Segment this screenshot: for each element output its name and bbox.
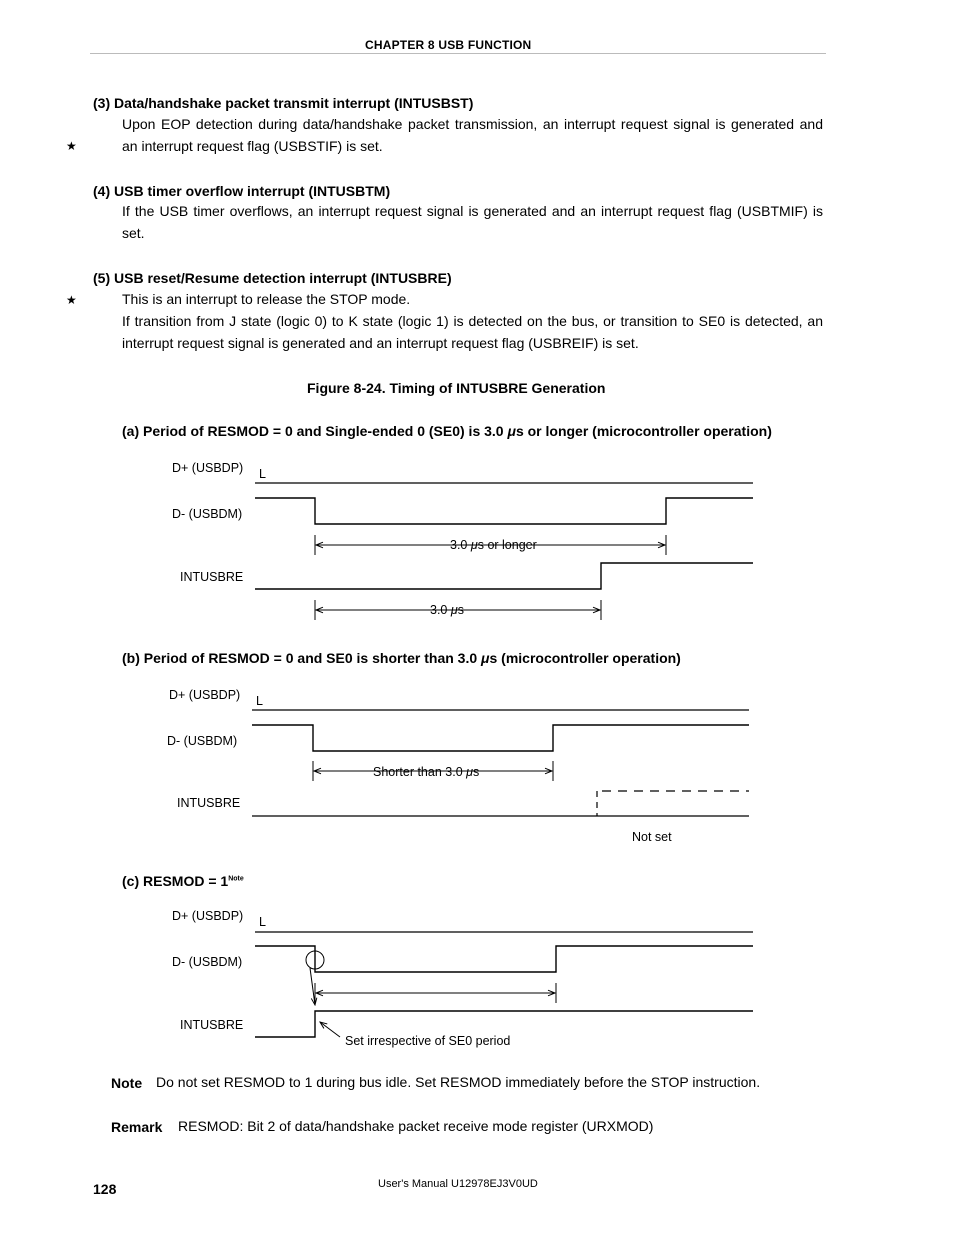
revision-star-icon: ★ (66, 139, 77, 153)
diagram-a-intusbre-label: INTUSBRE (180, 570, 244, 584)
diagram-a-dminus-label: D- (USBDM) (172, 507, 243, 521)
diagram-c-intusbre-wave (255, 1011, 753, 1037)
section-3-line-1: Upon EOP detection during data/handshake packet transmission, an interrupt request signal is generated and (122, 116, 823, 132)
section-4-heading: (4) USB timer overflow interrupt (INTUSBTM) (93, 183, 391, 199)
diagram-b-dminus-wave (252, 725, 749, 751)
diagram-c-dminus-label: D- (USBDM) (172, 955, 243, 969)
diagram-c-level-l: L (259, 915, 266, 929)
diagram-c-annotation: Set irrespective of SE0 period (345, 1034, 511, 1048)
diagram-b-intusbre-label: INTUSBRE (177, 796, 241, 810)
figure-title: Figure 8-24. Timing of INTUSBRE Generation (307, 380, 606, 396)
note-text: Do not set RESMOD to 1 during bus idle. Set RESMOD immediately before the STOP instruction. (156, 1074, 761, 1090)
remark-text: RESMOD: Bit 2 of data/handshake packet receive mode register (URXMOD) (178, 1118, 654, 1134)
section-4-line-1: If the USB timer overflows, an interrupt request signal is generated and an interrupt request flag (USBTMIF) is (122, 203, 823, 219)
diagram-b-caption: (b) Period of RESMOD = 0 and SE0 is shorter than 3.0 μs (microcontroller operation) (122, 650, 681, 666)
section-4-line-2: set. (122, 225, 145, 241)
section-5-line-3: interrupt request signal is generated and an interrupt request flag (USBREIF) is set. (122, 335, 639, 351)
revision-star-icon: ★ (66, 293, 77, 307)
section-5-heading: (5) USB reset/Resume detection interrupt (INTUSBRE) (93, 270, 452, 286)
diagram-b-span-label: Shorter than 3.0 μs (369, 765, 483, 779)
diagram-c-annotation-arrow (320, 1022, 340, 1037)
diagram-b-not-set-label: Not set (632, 830, 672, 844)
diagram-b-dminus-label: D- (USBDM) (167, 734, 238, 748)
diagram-a-dplus-label: D+ (USBDP) (172, 461, 244, 475)
diagram-a-intusbre-wave (255, 563, 753, 589)
chapter-header: CHAPTER 8 USB FUNCTION (365, 38, 532, 52)
diagram-a-caption: (a) Period of RESMOD = 0 and Single-ended 0 (SE0) is 3.0 μs or longer (microcontroller operation) (122, 423, 772, 439)
diagram-c-caption: (c) RESMOD = $1^{Note}$ (122, 873, 244, 889)
diagram-c-dplus-label: D+ (USBDP) (172, 909, 244, 923)
note-label: Note (111, 1075, 143, 1091)
page-number: 128 (93, 1181, 117, 1197)
diagram-b-dplus-label: D+ (USBDP) (169, 688, 241, 702)
section-3-line-2: an interrupt request flag (USBSTIF) is set. (122, 138, 383, 154)
diagram-b-level-l: L (256, 694, 263, 708)
section-3-heading: (3) Data/handshake packet transmit interrupt (INTUSBST) (93, 95, 474, 111)
remark-label: Remark (111, 1119, 163, 1135)
manual-id: User's Manual U12978EJ3V0UD (378, 1178, 538, 1190)
section-5-line-2: If transition from J state (logic 0) to K state (logic 1) is detected on the bus, or transition to SE0 is detected, an (122, 313, 823, 329)
diagram-a-span-label-2: 3.0 μs (426, 603, 468, 617)
diagram-c-intusbre-label: INTUSBRE (180, 1018, 244, 1032)
diagram-a-dminus-wave (255, 498, 753, 524)
diagram-c-dminus-wave (255, 946, 753, 972)
section-5-line-1: This is an interrupt to release the STOP mode. (122, 291, 411, 307)
diagram-a-span-label-1: 3.0 μs or longer (446, 538, 541, 552)
diagram-a-level-l: L (259, 467, 266, 481)
